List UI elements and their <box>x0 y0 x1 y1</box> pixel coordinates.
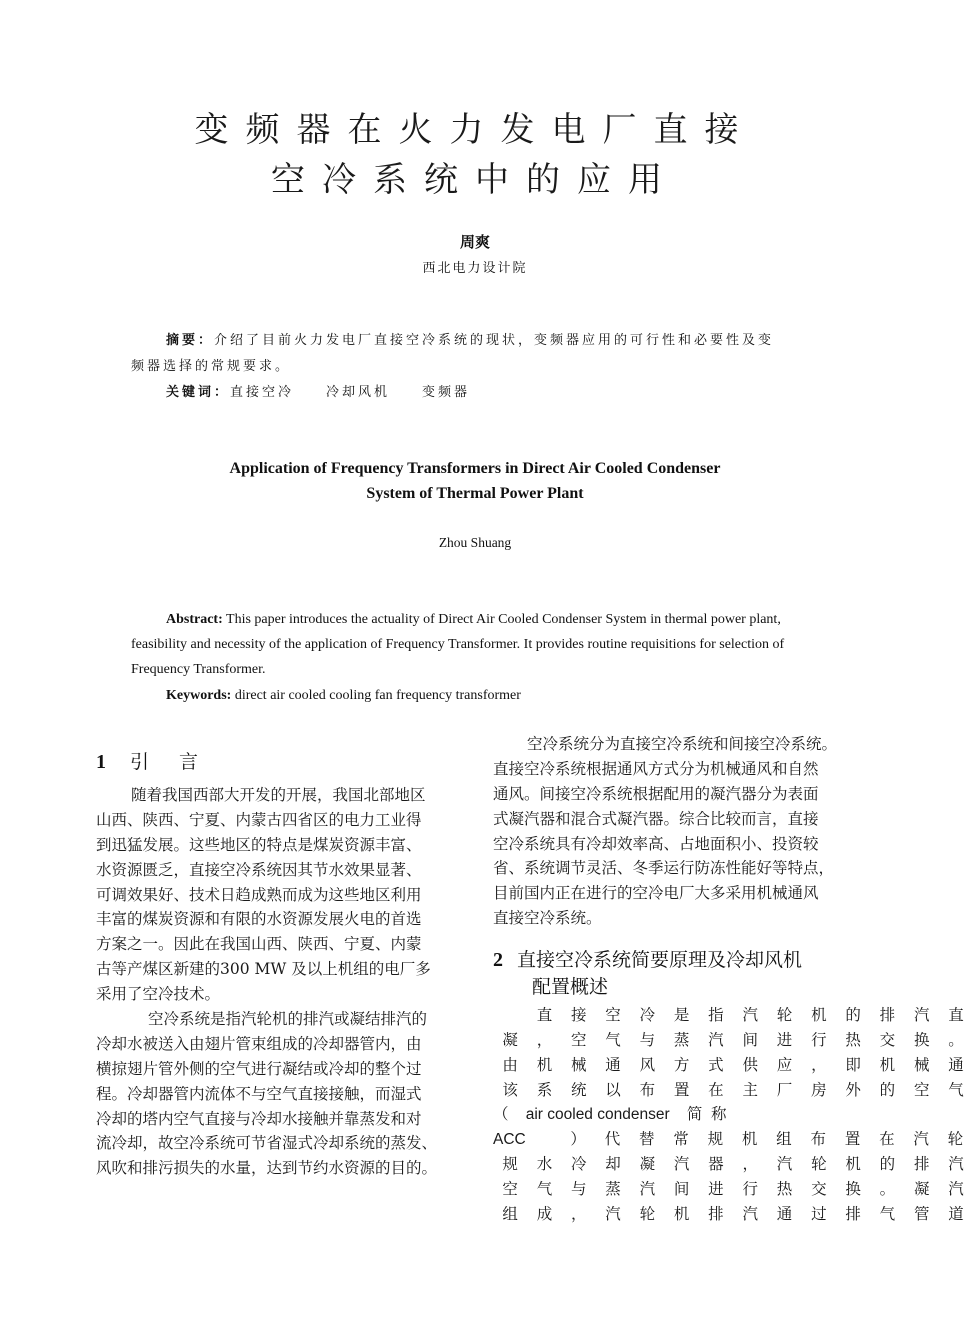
title-en-line1: Application of Frequency Transformers in Direct Air Cooled Condenser <box>229 460 721 477</box>
title-cn-line1: 变频器在火力发电厂直接 <box>194 110 756 150</box>
spread-char: 布 <box>810 1130 826 1149</box>
spread-char: 汽 <box>708 1030 724 1049</box>
spread-char: 气 <box>879 1205 896 1224</box>
spread-char: 行 <box>811 1030 827 1049</box>
title-cn-line2: 空冷系统中的应用 <box>271 160 679 200</box>
text-line: 空冷系统是指汽轮机的排汽或凝结排汽的 <box>148 1010 428 1029</box>
spread-char: 轮 <box>811 1155 827 1174</box>
spread-char: 直 <box>536 1006 553 1024</box>
spread-char: 常 <box>673 1130 689 1149</box>
section1-title: 引 言 <box>130 751 211 773</box>
spread-char: 排 <box>879 1006 896 1024</box>
acc-line2 <box>493 1127 964 1152</box>
spread-char: 热 <box>776 1180 793 1199</box>
spread-char: 凝 <box>639 1155 656 1174</box>
spread-char: ， <box>570 1205 587 1224</box>
spread-char: 通 <box>948 1055 964 1074</box>
spread-char: 组 <box>776 1130 792 1149</box>
spread-char: 机 <box>673 1205 690 1224</box>
spread-char: 间 <box>742 1030 758 1049</box>
spread-char: 该 <box>502 1080 518 1099</box>
spread-char: 空 <box>570 1030 587 1049</box>
spread-char: 进 <box>708 1180 724 1199</box>
spread-char: ， <box>742 1155 758 1174</box>
text-line: 省、系统调节灵活、冬季运行防冻性能好等特点， <box>493 859 835 878</box>
spread-char: 换 <box>913 1030 930 1049</box>
keywords-en-text: direct air cooled cooling fan frequency transformer <box>234 688 521 703</box>
spread-char: 汽 <box>913 1006 930 1024</box>
spread-char: 替 <box>638 1130 655 1149</box>
spread-char: 道 <box>948 1205 964 1224</box>
spread-char: 是 <box>673 1006 690 1024</box>
text-line: 随着我国西部大开发的开展，我国北部地区 <box>131 786 426 804</box>
text-line: 到迅猛发展。这些地区的特点是煤炭资源丰富、 <box>96 835 422 854</box>
spread-char: 厂 <box>776 1080 793 1099</box>
spread-char: 代 <box>604 1130 621 1149</box>
abstract-cn-line1 <box>166 328 774 354</box>
spread-line <box>493 1152 964 1177</box>
text-line: 古等产煤区新建的300 MW 及以上机组的电厂多 <box>96 960 431 979</box>
keywords-en-label: Keywords: <box>166 688 232 703</box>
spread-char: 房 <box>811 1080 827 1099</box>
abstract-cn-line2: 频器选择的常规要求。 <box>131 359 292 374</box>
spread-line <box>493 1078 964 1103</box>
spread-char: 汽 <box>639 1180 656 1199</box>
spread-char: 汽 <box>605 1205 621 1224</box>
text-line: 可调效果好、技术日趋成熟而成为这些地区利用 <box>96 885 422 904</box>
spread-char: 汽 <box>948 1155 964 1174</box>
right-column-paragraph1 <box>493 732 943 931</box>
acc-rest <box>561 1130 973 1148</box>
keywords-cn <box>166 380 470 406</box>
spread-char: 排 <box>708 1205 724 1224</box>
text-line: 山西、陕西、宁夏、内蒙古四省区的电力工业得 <box>96 810 422 829</box>
spread-char: ， <box>536 1030 553 1049</box>
keyword-cn-3: 变频器 <box>422 385 471 400</box>
spread-char: 汽 <box>742 1006 758 1024</box>
spread-char: 规 <box>502 1155 518 1174</box>
spread-char: 置 <box>844 1130 861 1149</box>
spread-char: 外 <box>845 1080 861 1099</box>
spread-char: 汽 <box>673 1155 690 1174</box>
spread-char: 以 <box>605 1080 621 1099</box>
spread-char: 在 <box>879 1130 895 1149</box>
section2-heading <box>493 945 802 972</box>
spread-char: 机 <box>741 1130 758 1149</box>
spread-char: 机 <box>811 1006 827 1024</box>
text-line: 方案之一。因此在我国山西、陕西、宁夏、内蒙 <box>96 935 422 954</box>
abstract-en-line3: Frequency Transformer. <box>131 662 266 677</box>
spread-char: 换 <box>845 1180 861 1199</box>
spread-char: 却 <box>605 1155 621 1174</box>
abstract-en-line2: feasibility and necessity of the application of Frequency Transformer. It provides routine requisitions for selection of <box>131 637 785 652</box>
spread-char: 方 <box>673 1055 690 1074</box>
spread-char: 凝 <box>502 1030 518 1049</box>
spread-char: 组 <box>502 1205 518 1224</box>
spread-char: 即 <box>845 1055 861 1074</box>
abstract-en-line1 <box>166 607 781 633</box>
text-line: 直接空冷系统根据通风方式分为机械通风和自然 <box>493 759 819 778</box>
spread-char: 与 <box>570 1180 587 1199</box>
spread-char: 机 <box>536 1055 553 1074</box>
spread-char: 蒸 <box>605 1180 621 1199</box>
spread-char: 冷 <box>570 1155 587 1174</box>
spread-char: 成 <box>536 1205 553 1224</box>
spread-char: 空 <box>605 1006 621 1024</box>
author-cn: 周爽 <box>459 233 490 251</box>
spread-char: 排 <box>913 1155 930 1174</box>
spread-line <box>493 1177 964 1202</box>
abstract-en-text1: This paper introduces the actuality of Direct Air Cooled Condenser System in thermal power plant, <box>226 612 781 627</box>
spread-char: 汽 <box>742 1205 758 1224</box>
title-en-line2: System of Thermal Power Plant <box>366 485 584 502</box>
text-line: 横掠翅片管外侧的空气进行凝结或冷却的整个过 <box>96 1059 422 1078</box>
spread-char: 的 <box>879 1080 896 1099</box>
author-en: Zhou Shuang <box>438 535 512 550</box>
spread-char: 通 <box>776 1205 793 1224</box>
text-line: 式凝汽器和混合式凝汽器。综合比较而言，直接 <box>493 809 819 828</box>
spread-char: 汽 <box>948 1180 964 1199</box>
spread-char <box>493 1003 527 1028</box>
section1-number: 1 <box>96 751 106 773</box>
spread-char: 系 <box>536 1080 553 1099</box>
acc-line: （ air cooled condenser 简 称 <box>493 1105 727 1123</box>
text-line: 冷却水被送入由翅片管束组成的冷却器管内，由 <box>96 1034 422 1053</box>
spread-char: 器 <box>708 1155 724 1174</box>
spread-char: 热 <box>845 1030 861 1049</box>
acc-abbrev: ACC <box>493 1131 526 1149</box>
spread-line <box>493 1003 964 1028</box>
spread-char: 汽 <box>913 1130 929 1149</box>
spread-char: 。 <box>879 1180 896 1199</box>
spread-char: 布 <box>639 1080 656 1099</box>
spread-char: 气 <box>605 1030 621 1049</box>
spread-char: 指 <box>708 1006 724 1024</box>
spread-char: 空 <box>913 1080 930 1099</box>
spread-char: 蒸 <box>673 1030 690 1049</box>
abstract-cn-label: 摘要： <box>166 333 215 348</box>
spread-line <box>493 1028 964 1053</box>
spread-char: 汽 <box>776 1155 793 1174</box>
section2-body <box>493 1003 964 1227</box>
spread-char: 规 <box>707 1130 724 1149</box>
text-line: 程。冷却器管内流体不与空气直接接触，而湿式 <box>96 1084 422 1103</box>
spread-char: 应 <box>776 1055 793 1074</box>
text-line: 目前国内正在进行的空冷电厂大多采用机械通风 <box>493 884 819 903</box>
text-line: 丰富的煤炭资源和有限的水资源发展火电的首选 <box>96 910 422 929</box>
section1-paragraph1 <box>96 783 476 1007</box>
spread-char: 直 <box>948 1006 964 1024</box>
spread-char: 轮 <box>639 1205 656 1224</box>
spread-char: 交 <box>879 1030 896 1049</box>
section1-paragraph2 <box>96 1007 476 1181</box>
spread-char: 械 <box>913 1055 930 1074</box>
spread-char: 械 <box>570 1055 587 1074</box>
text-line: 直接空冷系统。 <box>493 909 602 928</box>
text-line: 流冷却，故空冷系统可节省湿式冷却系统的蒸发、 <box>96 1134 438 1153</box>
text-line: 通风。间接空冷系统根据配用的凝汽器分为表面 <box>493 784 819 803</box>
spread-char: 轮 <box>776 1006 793 1024</box>
text-line: 冷却的塔内空气直接与冷却水接触并靠蒸发和对 <box>96 1109 422 1128</box>
section1-heading <box>96 747 210 774</box>
spread-char: 凝 <box>913 1180 930 1199</box>
spread-char: 机 <box>845 1155 861 1174</box>
spread-char: 水 <box>536 1155 553 1174</box>
left-column <box>96 783 476 1181</box>
spread-char: 通 <box>605 1055 621 1074</box>
text-line: 水资源匮乏，直接空冷系统因其节水效果显著、 <box>96 860 422 879</box>
spread-char: 主 <box>742 1080 758 1099</box>
abstract-cn-text1: 介绍了目前火力发电厂直接空冷系统的现状，变频器应用的可行性和必要性及变 <box>214 333 775 348</box>
spread-char: 供 <box>742 1055 758 1074</box>
abstract-en-label: Abstract: <box>166 612 223 627</box>
spread-char: 风 <box>639 1055 656 1074</box>
spread-char: 管 <box>913 1205 930 1224</box>
spread-line <box>493 1202 964 1227</box>
spread-char: 气 <box>948 1080 964 1099</box>
spread-char: 的 <box>879 1155 896 1174</box>
affiliation-cn: 西北电力设计院 <box>422 261 528 276</box>
spread-char: 的 <box>845 1006 861 1024</box>
spread-char: 间 <box>673 1180 690 1199</box>
spread-char: 与 <box>639 1030 656 1049</box>
keyword-cn-2: 冷却风机 <box>326 385 391 400</box>
spread-char: 式 <box>708 1055 724 1074</box>
spread-char: 气 <box>536 1180 553 1199</box>
text-line: 风吹和排污损失的水量，达到节约水资源的目的。 <box>96 1159 438 1178</box>
spread-char: 过 <box>811 1205 827 1224</box>
spread-char: 交 <box>811 1180 827 1199</box>
spread-line <box>493 1053 964 1078</box>
spread-char: 统 <box>570 1080 587 1099</box>
spread-char: 空 <box>502 1180 518 1199</box>
text-line: 空冷系统分为直接空冷系统和间接空冷系统。 <box>527 735 838 753</box>
spread-char: 由 <box>502 1055 518 1074</box>
spread-char: 冷 <box>639 1006 656 1024</box>
spread-char: ） <box>570 1130 586 1149</box>
spread-char: 排 <box>845 1205 861 1224</box>
spread-char: 机 <box>879 1055 896 1074</box>
text-line: 采用了空冷技术。 <box>96 985 221 1004</box>
spread-char: 轮 <box>947 1130 964 1149</box>
spread-char: 进 <box>776 1030 793 1049</box>
spread-char: 接 <box>570 1006 587 1024</box>
spread-char: 。 <box>948 1030 964 1049</box>
section2-title-line1: 直接空冷系统简要原理及冷却风机 <box>517 949 803 971</box>
section2-number: 2 <box>493 949 503 971</box>
spread-char: 置 <box>673 1080 690 1099</box>
keywords-en <box>166 683 521 709</box>
keyword-cn-1: 直接空冷 <box>230 385 295 400</box>
section2-title-line2: 配置概述 <box>532 976 609 998</box>
spread-char: ， <box>811 1055 827 1074</box>
text-line: 空冷系统具有冷却效率高、占地面积小、投资较 <box>493 834 819 853</box>
spread-char: 行 <box>742 1180 758 1199</box>
spread-char: 在 <box>708 1080 724 1099</box>
keywords-cn-label: 关键词： <box>166 385 231 400</box>
